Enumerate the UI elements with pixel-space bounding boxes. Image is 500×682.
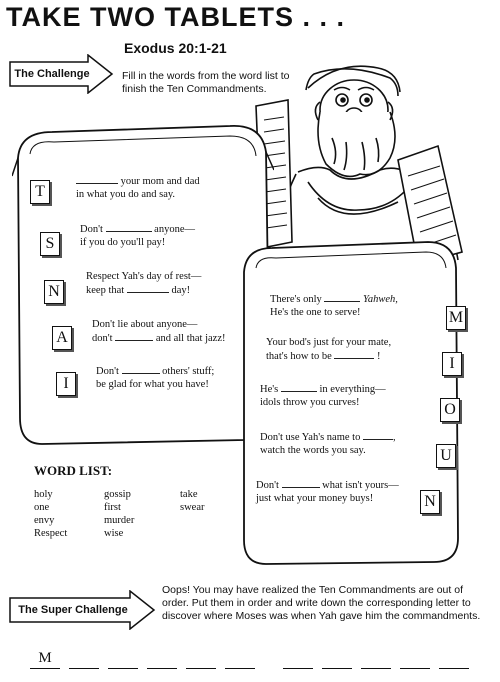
answer-blank[interactable] [127, 283, 169, 293]
word-list-column [34, 488, 67, 540]
commandment-text: Don't lie about anyone— don't and all that jazz! [92, 319, 226, 344]
commandment-text: Don't what isn't yours— just what your money buys! [256, 480, 399, 504]
page-title: TAKE TWO TABLETS . . . [6, 2, 345, 32]
scripture-reference: Exodus 20:1-21 [124, 40, 227, 56]
commandment-text: Don't others' stuff; be glad for what you have! [96, 366, 215, 390]
answer-slot[interactable] [361, 650, 391, 669]
letter-tile: N [44, 280, 64, 304]
word-list-item: take [180, 489, 198, 500]
commandment-text: Your bod's just for your mate, that's how to be ! [266, 337, 392, 362]
commandment-text: There's only Yahweh, He's the one to serve! [270, 294, 398, 318]
word-list-item: swear [180, 502, 205, 513]
letter-tile: A [52, 326, 72, 350]
answer-blank[interactable] [122, 364, 160, 374]
challenge-instructions: Fill in the words from the word list to finish the Ten Commandments. [122, 70, 290, 95]
word-list-item: wise [104, 528, 124, 539]
answer-slot[interactable] [283, 650, 313, 669]
letter-tile: I [56, 372, 76, 396]
word-list-column [180, 488, 205, 514]
word-list-item: envy [34, 515, 55, 526]
word-list-item: holy [34, 489, 53, 500]
commandment-text: your mom and dad in what you do and say. [76, 176, 200, 200]
word-list-item: first [104, 502, 121, 513]
letter-tile: U [436, 444, 456, 468]
answer-blank[interactable] [363, 430, 393, 440]
answer-slot[interactable] [400, 650, 430, 669]
letter-tile: N [420, 490, 440, 514]
commandment-text: He's in everything— idols throw you curves! [260, 384, 386, 408]
challenge-label: The Challenge [14, 68, 90, 80]
moses-illustration [248, 42, 466, 262]
answer-blank[interactable] [76, 174, 118, 184]
answer-slot[interactable] [322, 650, 352, 669]
challenge-banner [6, 54, 114, 94]
answer-blank[interactable] [281, 382, 317, 392]
letter-tile: T [30, 180, 50, 204]
commandment-text: Respect Yah's day of rest— keep that day! [86, 271, 202, 296]
answer-slot[interactable] [147, 650, 177, 669]
letter-tile: O [440, 398, 460, 422]
word-list-item: gossip [104, 489, 131, 500]
letter-tile: M [446, 306, 466, 330]
answer-blank[interactable] [324, 292, 360, 302]
word-list-column [104, 488, 134, 540]
commandment-text: Don't anyone— if you do you'll pay! [80, 224, 195, 248]
commandment-text: Don't use Yah's name to , watch the words you say. [260, 432, 396, 456]
answer-slot[interactable] [439, 650, 469, 669]
answer-blank[interactable] [106, 222, 152, 232]
answer-blank[interactable] [282, 478, 320, 488]
super-challenge-text: Oops! You may have realized the Ten Commandments are out of order. Put them in order and write down the corresponding letter to discover where Moses was when Yah gave him the commandments. [162, 584, 481, 622]
answer-blank[interactable] [334, 349, 374, 359]
answer-slot[interactable] [186, 650, 216, 669]
answer-slot[interactable] [108, 650, 138, 669]
answer-slot[interactable] [69, 650, 99, 669]
word-list-item: Respect [34, 528, 68, 539]
word-list-title: WORD LIST: [34, 463, 113, 478]
word-list-item: murder [104, 515, 135, 526]
answer-blank[interactable] [115, 331, 153, 341]
letter-tile: I [442, 352, 462, 376]
answer-slot[interactable] [225, 650, 255, 669]
answer-slots [30, 650, 478, 669]
letter-tile: S [40, 232, 60, 256]
super-challenge-label: The Super Challenge [18, 604, 128, 616]
super-challenge-banner [6, 590, 156, 630]
answer-slot[interactable]: M [30, 650, 60, 669]
word-list-item: one [34, 502, 50, 513]
